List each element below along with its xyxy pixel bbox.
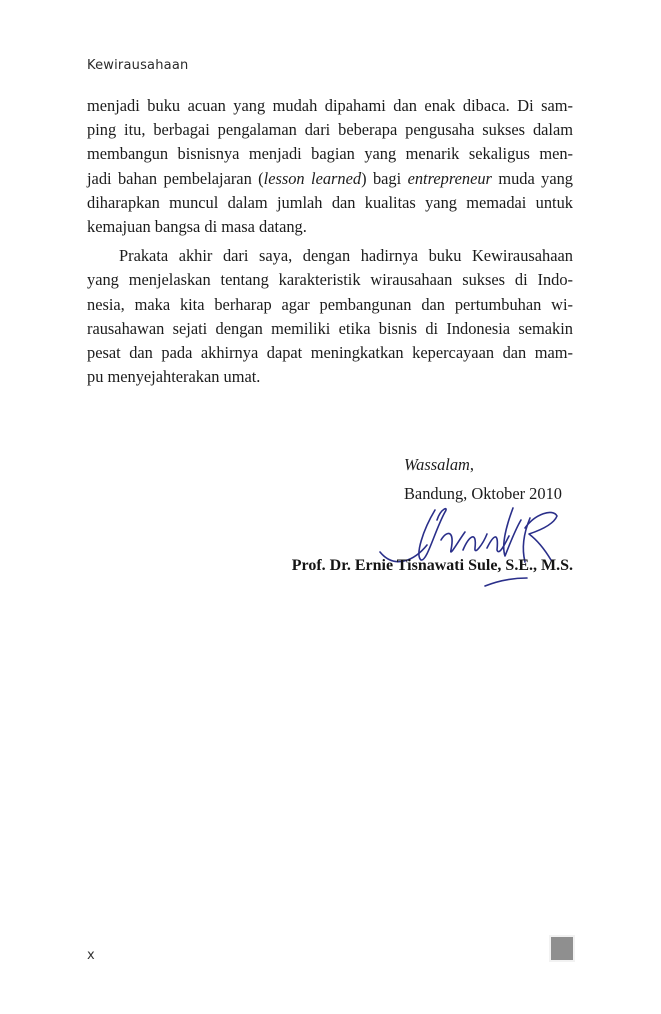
text-line: pesat dan pada akhirnya dapat meningkatkan kepercayaan dan mam- (87, 343, 573, 363)
italic-term-entrepreneur: entrepreneur (407, 168, 492, 188)
text-line: diharapkan muncul dalam jumlah dan kualitas yang memadai untuk (87, 192, 573, 212)
text-line: pu menyejahterakan umat. (87, 367, 261, 387)
text-line: menjadi buku acuan yang mudah dipahami dan enak dibaca. Di sam- (87, 96, 573, 115)
salutation-punct: , (469, 455, 474, 474)
place-date: Bandung, Oktober 2010 (404, 484, 562, 503)
text-line: nesia, maka kita berharap agar pembangunan dan pertumbuhan wi- (87, 294, 573, 314)
text-line: ping itu, berbagai pengalaman dari beberapa pengusaha sukses dalam (87, 120, 573, 140)
text-run: muda yang (491, 168, 573, 188)
text-line: membangun bisnisnya menjadi bagian yang menarik sekaligus men- (87, 144, 573, 164)
salutation-text: Wassalam (404, 455, 470, 474)
text-line: yang menjelaskan tentang karakteristik wirausahaan sukses di Indo- (87, 270, 573, 290)
corner-ornament-icon (551, 937, 573, 960)
text-line: kemajuan bangsa di masa datang. (87, 217, 307, 237)
italic-term-lesson-learned: lesson learned (263, 168, 362, 188)
text-line: rausahawan sejati dengan memiliki etika bisnis di Indonesia semakin (87, 318, 573, 338)
text-line: Prakata akhir dari saya, dengan hadirnya buku Kewirausahaan (119, 246, 573, 266)
handwritten-signature (375, 500, 575, 595)
text-run: ) bagi (361, 168, 408, 188)
paragraph-2 (87, 244, 573, 389)
salutation (404, 450, 562, 479)
paragraph-1 (87, 94, 573, 239)
text-run: jadi bahan pembelajaran ( (87, 168, 264, 188)
author-name: Prof. Dr. Ernie Tisnawati Sule, S.E., M.S. (291, 557, 573, 574)
text-line (87, 167, 573, 191)
running-head: Kewirausahaan (87, 58, 189, 73)
body-text (87, 94, 573, 389)
page-number: x (87, 948, 95, 963)
